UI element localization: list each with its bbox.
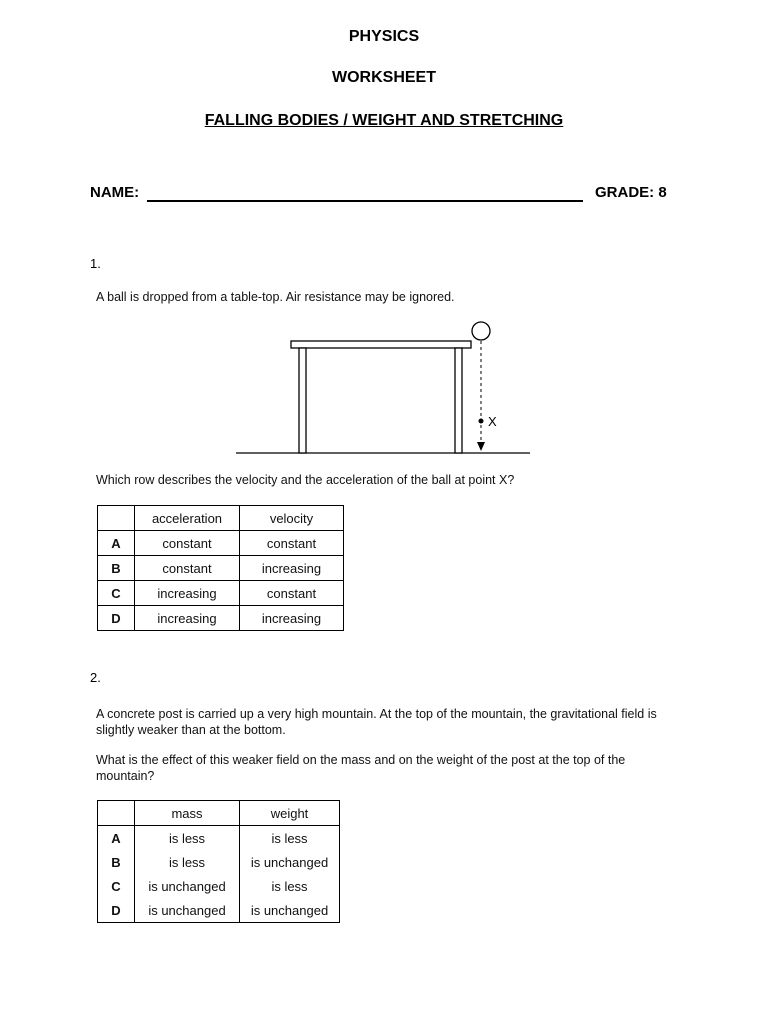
row-label: C	[98, 581, 135, 606]
subject-heading: PHYSICS	[348, 28, 420, 45]
column-header: weight	[240, 801, 340, 826]
table-row[interactable]	[98, 606, 344, 631]
down-arrow-icon	[477, 442, 485, 451]
table-leg-left	[299, 348, 306, 453]
question-2-prompt: What is the effect of this weaker field on the mass and on the weight of the post at the top of the mountain?	[96, 753, 626, 783]
question-2-intro: A concrete post is carried up a very high mountain. At the top of the mountain, the gravitational field is slightly weaker than at the bottom.	[96, 707, 657, 737]
table-cell: increasing	[240, 556, 344, 581]
table-cell: is unchanged	[135, 874, 240, 898]
table-row[interactable]	[98, 531, 344, 556]
topic-title: FALLING BODIES / WEIGHT AND STRETCHING	[204, 112, 564, 129]
table-top	[291, 341, 471, 348]
table-leg-right	[455, 348, 462, 453]
column-header: acceleration	[135, 506, 240, 531]
table-row[interactable]	[98, 826, 340, 851]
table-cell: is less	[135, 850, 240, 874]
question-1-intro: A ball is dropped from a table-top. Air resistance may be ignored.	[96, 290, 455, 304]
column-header: velocity	[240, 506, 344, 531]
table-row[interactable]	[98, 874, 340, 898]
table-cell: is unchanged	[240, 850, 340, 874]
row-label: D	[98, 898, 135, 923]
table-cell: increasing	[135, 606, 240, 631]
row-label: D	[98, 606, 135, 631]
table-cell: is less	[240, 874, 340, 898]
question-1-prompt: Which row describes the velocity and the acceleration of the ball at point X?	[96, 473, 515, 487]
question-2-answer-table	[97, 800, 340, 923]
table-cell: constant	[240, 581, 344, 606]
grade-label: GRADE: 8	[595, 184, 667, 201]
worksheet-heading: WORKSHEET	[332, 69, 436, 86]
table-row[interactable]	[98, 850, 340, 874]
table-cell: is unchanged	[240, 898, 340, 923]
table-cell: constant	[135, 531, 240, 556]
table-cell: increasing	[240, 606, 344, 631]
question-2-number: 2.	[90, 670, 101, 685]
table-row[interactable]	[98, 581, 344, 606]
name-label: NAME:	[90, 184, 140, 201]
row-label: B	[98, 556, 135, 581]
ball-icon	[472, 322, 490, 340]
question-1-number: 1.	[90, 256, 101, 271]
row-label: B	[98, 850, 135, 874]
row-label: A	[98, 826, 135, 851]
question-1-answer-table	[97, 505, 344, 631]
table-cell: is less	[135, 826, 240, 851]
point-x-dot	[479, 419, 484, 424]
table-cell: constant	[240, 531, 344, 556]
table-cell: is less	[240, 826, 340, 851]
table-row[interactable]	[98, 556, 344, 581]
table-row[interactable]	[98, 898, 340, 923]
column-header: mass	[135, 801, 240, 826]
table-cell: is unchanged	[135, 898, 240, 923]
table-cell: constant	[135, 556, 240, 581]
row-label: A	[98, 531, 135, 556]
row-label: C	[98, 874, 135, 898]
point-x-label: X	[488, 414, 497, 429]
table-cell: increasing	[135, 581, 240, 606]
